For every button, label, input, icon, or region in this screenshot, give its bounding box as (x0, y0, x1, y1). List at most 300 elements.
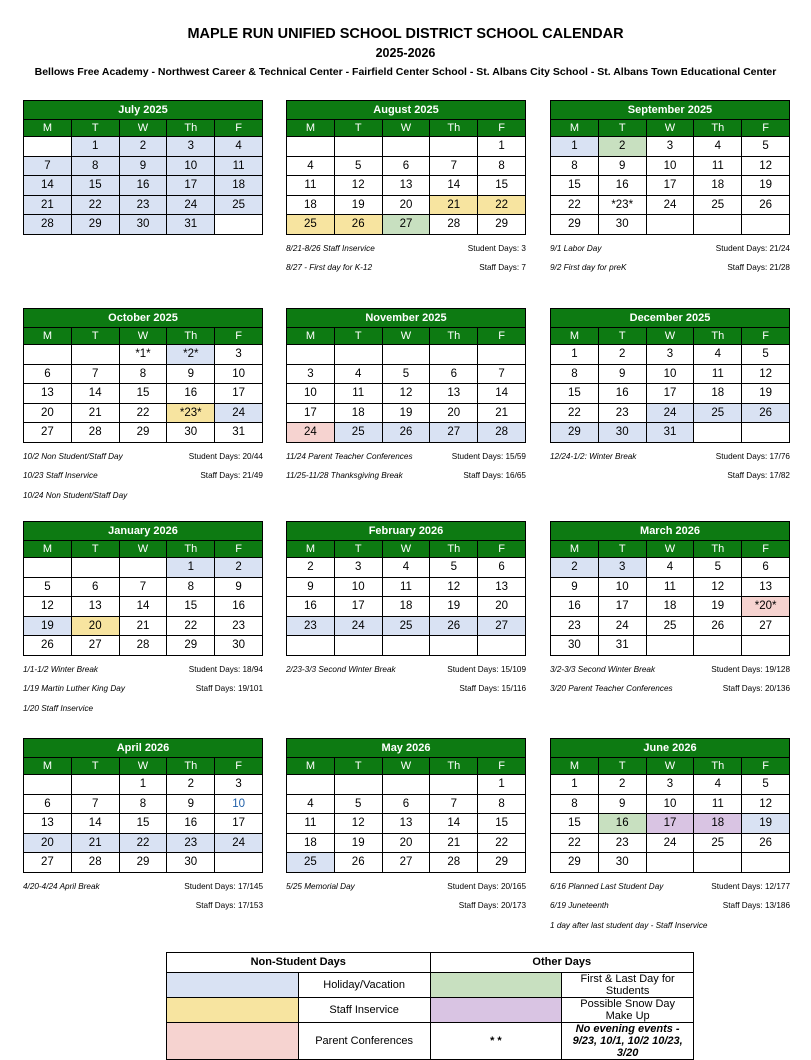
week-row (24, 176, 263, 196)
weekday-header: Th (167, 541, 215, 558)
weekday-header: F (478, 328, 526, 345)
day-cell: 8 (119, 794, 167, 814)
day-cell: 25 (287, 215, 335, 235)
legend-symbol-no-events: * * (430, 1022, 562, 1059)
day-cell: 23 (215, 616, 263, 636)
weekday-header: T (598, 328, 646, 345)
weekday-header: W (646, 120, 694, 137)
day-cell: 28 (430, 853, 478, 873)
day-cell: 6 (382, 794, 430, 814)
day-cell: 22 (551, 195, 599, 215)
day-cell: 18 (382, 597, 430, 617)
day-cell: 30 (598, 215, 646, 235)
day-cell: 7 (478, 364, 526, 384)
note-row (23, 486, 263, 506)
calendar-title: MAPLE RUN UNIFIED SCHOOL DISTRICT SCHOOL CALENDAR (187, 26, 624, 42)
day-cell: 9 (167, 794, 215, 814)
note-row (550, 916, 790, 936)
week-row (287, 833, 526, 853)
day-cell: 4 (287, 794, 335, 814)
day-cell: 15 (478, 814, 526, 834)
week-row (287, 794, 526, 814)
day-cell: 4 (334, 364, 382, 384)
note-text: 1/19 Martin Luther King Day (23, 684, 125, 694)
week-row (24, 577, 263, 597)
day-cell: 12 (742, 364, 790, 384)
day-count: Student Days: 21/24 (715, 243, 790, 253)
day-count: Student Days: 17/76 (715, 451, 790, 461)
month-title: June 2026 (551, 739, 790, 758)
month-notes (550, 660, 790, 699)
weekday-header: W (646, 541, 694, 558)
weekday-header: W (382, 541, 430, 558)
day-cell: 30 (167, 853, 215, 873)
weekday-header: T (71, 541, 119, 558)
week-row (551, 853, 790, 873)
week-row (287, 215, 526, 235)
weekday-header: W (119, 541, 167, 558)
note-text: 5/25 Memorial Day (286, 881, 355, 891)
day-cell: 15 (119, 814, 167, 834)
day-cell: 2 (119, 137, 167, 157)
day-cell: 20 (382, 833, 430, 853)
day-cell: 1 (478, 775, 526, 795)
legend-swatch-inservice (167, 997, 299, 1022)
week-row (24, 833, 263, 853)
day-cell: 30 (119, 215, 167, 235)
day-cell: 12 (742, 794, 790, 814)
note-text: 3/20 Parent Teacher Conferences (550, 684, 673, 694)
weekday-header: Th (430, 758, 478, 775)
weekday-header: W (119, 120, 167, 137)
note-row (286, 447, 526, 467)
week-row (551, 636, 790, 656)
note-row (23, 877, 263, 897)
day-cell: 6 (430, 364, 478, 384)
day-cell: 14 (24, 176, 72, 196)
day-cell: 30 (215, 636, 263, 656)
day-cell: 13 (24, 384, 72, 404)
weekday-header: Th (430, 328, 478, 345)
day-cell: 1 (478, 137, 526, 157)
day-cell (694, 853, 742, 873)
note-row (550, 896, 790, 916)
month-calendar (286, 738, 526, 916)
school-list: Bellows Free Academy - Northwest Career & Technical Center - Fairfield Center School - St. Albans City School - St. Albans Town Educational Center (34, 66, 777, 78)
day-cell: 20 (24, 833, 72, 853)
day-cell: 6 (478, 558, 526, 578)
week-row (287, 384, 526, 404)
weekday-header: M (287, 541, 335, 558)
week-row (287, 775, 526, 795)
day-cell (215, 215, 263, 235)
week-row (24, 814, 263, 834)
day-cell: 5 (694, 558, 742, 578)
day-cell (215, 853, 263, 873)
legend-swatch-holiday (167, 972, 299, 997)
day-cell: 17 (334, 597, 382, 617)
legend-label-holiday: Holiday/Vacation (298, 972, 430, 997)
weekday-header: F (215, 328, 263, 345)
note-row (286, 877, 526, 897)
week-row (287, 423, 526, 443)
day-cell: 14 (71, 814, 119, 834)
week-row (287, 176, 526, 196)
day-cell: 28 (71, 853, 119, 873)
day-cell: 15 (119, 384, 167, 404)
day-count: Student Days: 15/109 (447, 664, 526, 674)
day-cell: 24 (646, 195, 694, 215)
day-count: Student Days: 15/59 (451, 451, 526, 461)
day-cell: 25 (382, 616, 430, 636)
weekday-header: W (119, 328, 167, 345)
month-notes (286, 239, 526, 278)
weekday-header: W (119, 758, 167, 775)
month-title: March 2026 (551, 522, 790, 541)
week-row (551, 384, 790, 404)
day-cell: 4 (382, 558, 430, 578)
weekday-header: W (382, 758, 430, 775)
weekday-header: M (24, 328, 72, 345)
legend-label-inservice: Staff Inservice (298, 997, 430, 1022)
week-row (287, 616, 526, 636)
weekday-header: T (334, 758, 382, 775)
day-cell: 12 (334, 814, 382, 834)
weekday-header: M (24, 120, 72, 137)
weekday-header: F (215, 120, 263, 137)
day-cell: 27 (478, 616, 526, 636)
day-cell: 19 (334, 195, 382, 215)
month-notes (550, 877, 790, 936)
day-cell (334, 775, 382, 795)
day-cell: 5 (430, 558, 478, 578)
day-cell: 2 (598, 345, 646, 365)
day-cell: 27 (742, 616, 790, 636)
day-cell: 3 (598, 558, 646, 578)
day-cell: 17 (598, 597, 646, 617)
note-row (23, 447, 263, 467)
day-cell: 14 (119, 597, 167, 617)
day-cell: 17 (215, 814, 263, 834)
day-cell: 18 (694, 814, 742, 834)
day-cell (430, 636, 478, 656)
day-cell: 1 (551, 775, 599, 795)
weekday-header: M (287, 328, 335, 345)
day-cell: 22 (119, 403, 167, 423)
day-cell: 27 (382, 215, 430, 235)
legend-left-header: Non-Student Days (167, 953, 431, 973)
note-row (550, 258, 790, 278)
note-text: 8/27 - First day for K-12 (286, 263, 373, 273)
day-cell: 12 (430, 577, 478, 597)
day-cell: 31 (646, 423, 694, 443)
day-cell (287, 775, 335, 795)
day-cell: 18 (334, 403, 382, 423)
day-cell: 26 (694, 616, 742, 636)
day-cell: 6 (24, 794, 72, 814)
day-cell: 6 (71, 577, 119, 597)
note-row (550, 660, 790, 680)
day-cell: 19 (24, 616, 72, 636)
note-text: 1 day after last student day - Staff Inservice (550, 920, 708, 930)
day-cell: 20 (24, 403, 72, 423)
week-row (551, 616, 790, 636)
day-cell (478, 345, 526, 365)
day-cell: 27 (24, 423, 72, 443)
day-cell: 20 (71, 616, 119, 636)
day-cell: 29 (551, 423, 599, 443)
day-cell: 29 (119, 423, 167, 443)
day-cell (646, 215, 694, 235)
day-cell: 3 (287, 364, 335, 384)
day-cell: 1 (551, 345, 599, 365)
day-cell: 5 (24, 577, 72, 597)
week-row (551, 577, 790, 597)
week-row (287, 345, 526, 365)
week-row (24, 137, 263, 157)
week-row (551, 597, 790, 617)
day-cell: 16 (119, 176, 167, 196)
day-cell: 23 (167, 833, 215, 853)
day-cell (24, 137, 72, 157)
day-cell: 29 (167, 636, 215, 656)
note-text: 2/23-3/3 Second Winter Break (286, 664, 396, 674)
weekday-header: F (742, 758, 790, 775)
month-title: May 2026 (287, 739, 526, 758)
day-cell: 29 (71, 215, 119, 235)
day-cell: 2 (551, 558, 599, 578)
day-cell: 13 (24, 814, 72, 834)
day-cell: 31 (167, 215, 215, 235)
day-cell: 18 (646, 597, 694, 617)
day-cell: 30 (598, 853, 646, 873)
day-cell: 22 (167, 616, 215, 636)
day-cell: 22 (478, 833, 526, 853)
day-cell: 8 (478, 156, 526, 176)
weekday-header: W (382, 328, 430, 345)
day-cell: 5 (334, 156, 382, 176)
day-cell: 25 (694, 195, 742, 215)
month-notes (550, 447, 790, 486)
week-row (287, 814, 526, 834)
day-cell: 11 (287, 176, 335, 196)
day-cell: 15 (551, 384, 599, 404)
day-cell: 15 (71, 176, 119, 196)
day-cell: 27 (430, 423, 478, 443)
weekday-header: T (334, 328, 382, 345)
day-cell: 7 (119, 577, 167, 597)
weekday-header: M (287, 758, 335, 775)
week-row (551, 794, 790, 814)
weekday-header: F (742, 328, 790, 345)
day-cell: 25 (694, 833, 742, 853)
day-cell: 24 (334, 616, 382, 636)
day-cell: 28 (24, 215, 72, 235)
day-cell: 5 (742, 345, 790, 365)
note-row (286, 679, 526, 699)
weekday-header: T (71, 758, 119, 775)
day-cell: 25 (694, 403, 742, 423)
day-cell: 16 (598, 814, 646, 834)
day-cell: *1* (119, 345, 167, 365)
day-cell (119, 558, 167, 578)
day-cell: 19 (742, 384, 790, 404)
day-cell: 9 (167, 364, 215, 384)
note-row (286, 258, 526, 278)
weekday-header: Th (694, 120, 742, 137)
weekday-header: T (598, 758, 646, 775)
day-cell: 17 (287, 403, 335, 423)
day-cell: 28 (478, 423, 526, 443)
weekday-header: T (334, 120, 382, 137)
week-row (24, 597, 263, 617)
day-cell: 15 (167, 597, 215, 617)
month-title: October 2025 (24, 309, 263, 328)
day-cell: 16 (215, 597, 263, 617)
day-cell: 11 (694, 156, 742, 176)
day-cell: 5 (742, 137, 790, 157)
month-calendar (550, 521, 790, 699)
month-calendar (286, 521, 526, 699)
day-cell: 21 (430, 833, 478, 853)
month-title: September 2025 (551, 101, 790, 120)
day-cell: 16 (287, 597, 335, 617)
day-cell (24, 558, 72, 578)
day-count: Student Days: 12/177 (711, 881, 790, 891)
day-cell: 18 (215, 176, 263, 196)
day-cell: 10 (646, 364, 694, 384)
day-cell: 22 (551, 833, 599, 853)
day-cell: 24 (215, 833, 263, 853)
day-cell: 29 (551, 215, 599, 235)
week-row (287, 597, 526, 617)
day-cell: 6 (382, 156, 430, 176)
day-cell (334, 345, 382, 365)
note-text: 10/23 Staff Inservice (23, 471, 98, 481)
day-count: Staff Days: 15/116 (459, 684, 526, 694)
day-cell: 19 (430, 597, 478, 617)
weekday-header: T (334, 541, 382, 558)
weekday-header: M (551, 120, 599, 137)
day-cell: 30 (598, 423, 646, 443)
day-cell: 3 (646, 345, 694, 365)
weekday-header: M (24, 541, 72, 558)
month-title: July 2025 (24, 101, 263, 120)
day-cell (24, 775, 72, 795)
day-cell: 27 (71, 636, 119, 656)
day-cell: 5 (382, 364, 430, 384)
day-cell: 29 (551, 853, 599, 873)
note-row (23, 896, 263, 916)
week-row (287, 403, 526, 423)
day-cell: 5 (742, 775, 790, 795)
day-cell: 6 (24, 364, 72, 384)
week-row (551, 345, 790, 365)
day-cell: 17 (646, 176, 694, 196)
week-row (551, 423, 790, 443)
day-cell: 24 (287, 423, 335, 443)
day-cell (334, 636, 382, 656)
note-row (286, 896, 526, 916)
note-row (550, 466, 790, 486)
day-cell (430, 137, 478, 157)
note-text: 9/2 First day for preK (550, 263, 627, 273)
legend-label-conferences: Parent Conferences (298, 1022, 430, 1059)
week-row (24, 215, 263, 235)
day-cell: 4 (694, 775, 742, 795)
legend-label-first-last: First & Last Day for Students (562, 972, 694, 997)
month-notes (286, 660, 526, 699)
day-cell (71, 345, 119, 365)
day-count: Staff Days: 7 (479, 263, 526, 273)
day-cell: 3 (167, 137, 215, 157)
day-cell: 10 (334, 577, 382, 597)
day-cell: 15 (551, 176, 599, 196)
day-cell: 4 (694, 345, 742, 365)
day-cell (694, 215, 742, 235)
day-cell: 12 (382, 384, 430, 404)
month-calendar (23, 308, 263, 505)
day-cell: *23* (167, 403, 215, 423)
weekday-header: Th (167, 758, 215, 775)
day-cell: 19 (742, 814, 790, 834)
week-row (287, 577, 526, 597)
day-cell: 7 (430, 156, 478, 176)
day-cell (287, 636, 335, 656)
day-cell: 11 (694, 794, 742, 814)
day-cell: 13 (430, 384, 478, 404)
weekday-header: M (24, 758, 72, 775)
note-text: 1/1-1/2 Winter Break (23, 664, 99, 674)
day-count: Staff Days: 21/28 (727, 263, 790, 273)
week-row (24, 853, 263, 873)
day-cell: 8 (551, 794, 599, 814)
day-cell: 2 (215, 558, 263, 578)
day-cell: 30 (551, 636, 599, 656)
month-notes (23, 877, 263, 916)
day-count: Staff Days: 17/153 (195, 901, 263, 911)
day-count: Student Days: 20/44 (188, 451, 263, 461)
legend-swatch-conferences (167, 1022, 299, 1059)
week-row (287, 364, 526, 384)
day-cell: *23* (598, 195, 646, 215)
week-row (24, 423, 263, 443)
weekday-header: F (742, 541, 790, 558)
day-cell: 4 (215, 137, 263, 157)
day-cell: 12 (24, 597, 72, 617)
month-calendar (23, 521, 263, 718)
weekday-header: M (551, 328, 599, 345)
week-row (287, 558, 526, 578)
day-cell: 21 (119, 616, 167, 636)
day-cell: 7 (71, 794, 119, 814)
weekday-header: M (551, 541, 599, 558)
note-text: 6/19 Juneteenth (550, 901, 609, 911)
day-cell: 5 (334, 794, 382, 814)
day-cell: 10 (287, 384, 335, 404)
day-cell: 19 (742, 176, 790, 196)
weekday-header: F (215, 541, 263, 558)
note-text: 11/24 Parent Teacher Conferences (286, 451, 413, 461)
day-cell: 23 (119, 195, 167, 215)
day-cell: 4 (694, 137, 742, 157)
weekday-header: F (215, 758, 263, 775)
month-notes (23, 660, 263, 719)
day-cell: 26 (334, 853, 382, 873)
day-cell: 1 (119, 775, 167, 795)
day-cell (382, 636, 430, 656)
day-cell: 8 (551, 156, 599, 176)
